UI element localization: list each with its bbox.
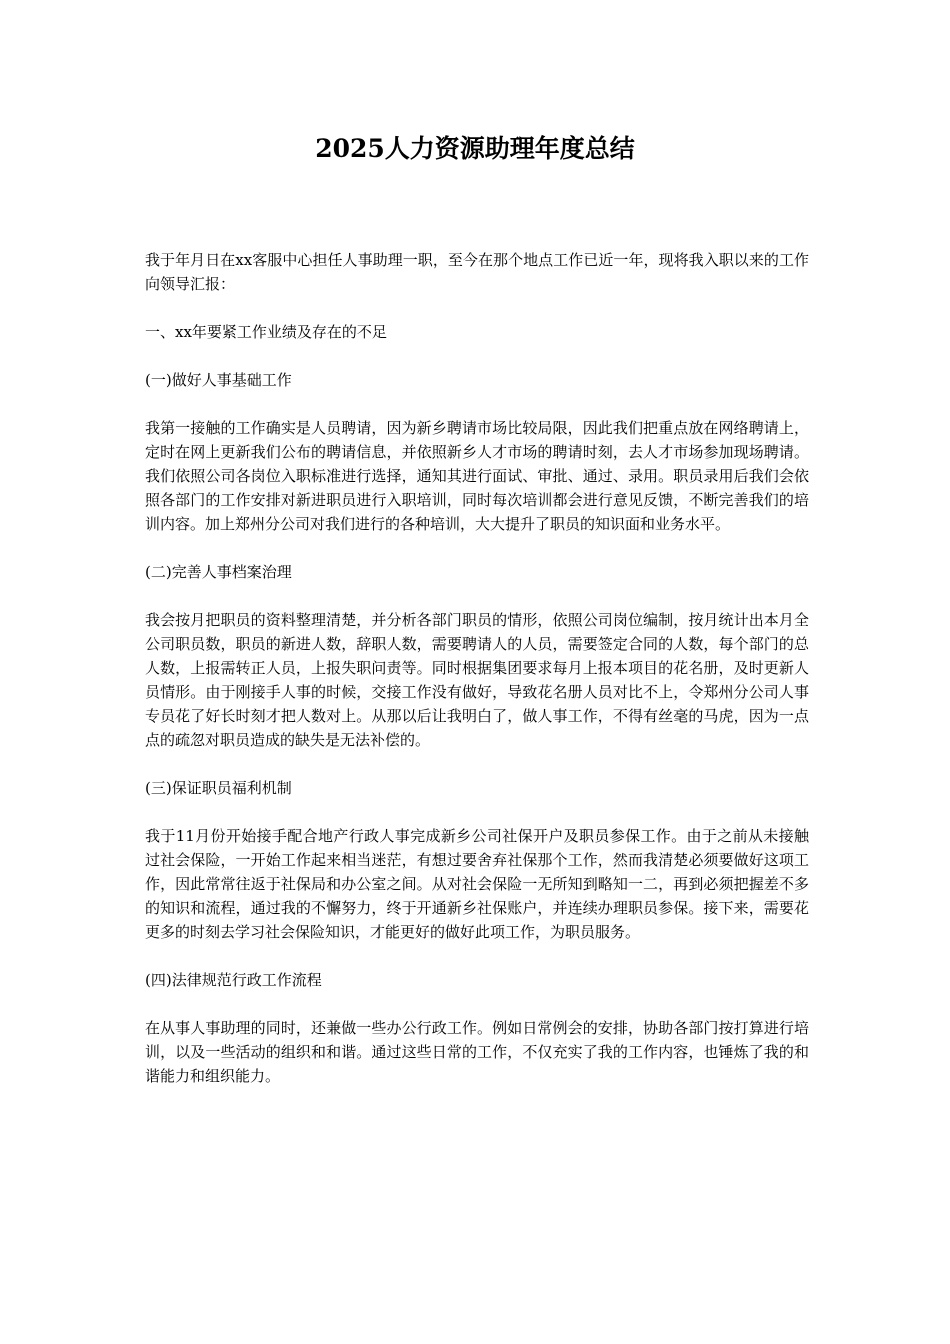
- subsection-heading-1: (一)做好人事基础工作: [145, 371, 292, 389]
- body-paragraph: 在从事人事助理的同时，还兼做一些办公行政工作。例如日常例会的安排，协助各部门按打算进行培训，以及一些活动的组织和和谐。通过这些日常的工作，不仅充实了我的工作内容，也锤炼了我的和谐能力和组织能力。: [145, 1019, 809, 1085]
- subsection-heading-4: (四)法律规范行政工作流程: [145, 971, 322, 989]
- subsection-heading-3: (三)保证职员福利机制: [145, 779, 292, 797]
- intro-paragraph: 我于年月日在xx客服中心担任人事助理一职，至今在那个地点工作已近一年，现将我入职以来的工作向领导汇报：: [145, 251, 809, 293]
- subsection-heading-2: (二)完善人事档案治理: [145, 563, 292, 581]
- section-heading-1: 一、xx年要紧工作业绩及存在的不足: [145, 323, 387, 341]
- body-paragraph: 我于11月份开始接手配合地产行政人事完成新乡公司社保开户及职员参保工作。由于之前从未接触过社会保险，一开始工作起来相当迷茫，有想过要舍弃社保那个工作，然而我清楚必须要做好这项工作，因此常常往返于社保局和办公室之间。从对社会保险一无所知到略知一二，再到必须把握差不多的知识和流程，通过我的不懈努力，终于开通新乡社保账户，并连续办理职员参保。接下来，需要花更多的时刻去学习社会保险知识，才能更好的做好此项工作，为职员服务。: [145, 827, 809, 941]
- body-paragraph: 我会按月把职员的资料整理清楚，并分析各部门职员的情形，依照公司岗位编制，按月统计出本月全公司职员数，职员的新进人数，辞职人数，需要聘请人的人员，需要签定合同的人数，每个部门的总人数，上报需转正人员，上报失职问责等。同时根据集团要求每月上报本项目的花名册，及时更新人员情形。由于刚接手人事的时候，交接工作没有做好，导致花名册人员对比不上，令郑州分公司人事专员花了好长时刻才把人数对上。从那以后让我明白了，做人事工作，不得有丝毫的马虎，因为一点点的疏忽对职员造成的缺失是无法补偿的。: [145, 611, 809, 749]
- document-body: [145, 248, 809, 1112]
- body-paragraph: 我第一接触的工作确实是人员聘请，因为新乡聘请市场比较局限，因此我们把重点放在网络聘请上，定时在网上更新我们公布的聘请信息，并依照新乡人才市场的聘请时刻，去人才市场参加现场聘请。我们依照公司各岗位入职标准进行选择，通知其进行面试、审批、通过、录用。职员录用后我们会依照各部门的工作安排对新进职员进行入职培训，同时每次培训都会进行意见反馈，不断完善我们的培训内容。加上郑州分公司对我们进行的各种培训，大大提升了职员的知识面和业务水平。: [145, 419, 809, 533]
- document-title: 2025人力资源助理年度总结: [315, 134, 635, 163]
